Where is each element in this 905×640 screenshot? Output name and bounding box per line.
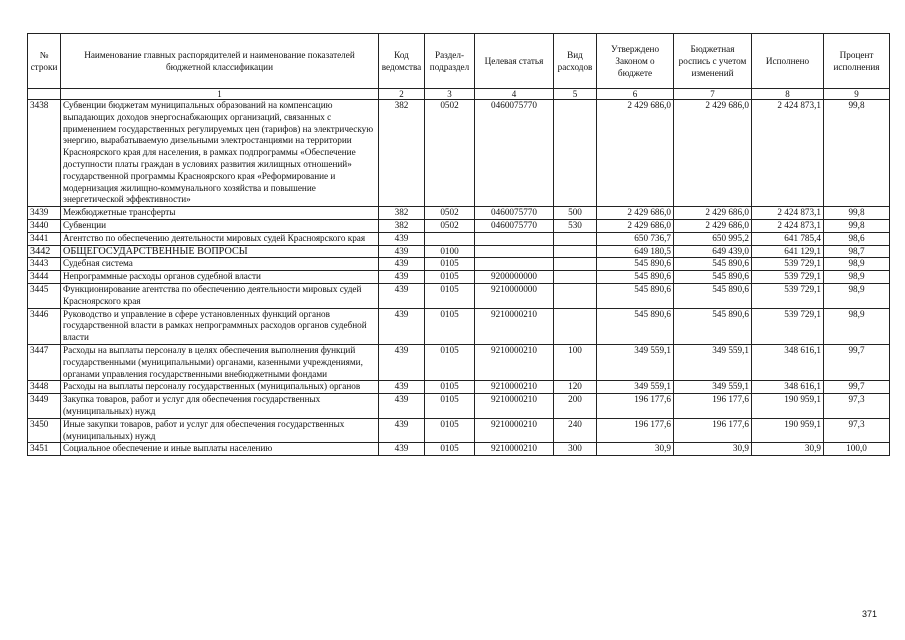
table-row (28, 271, 890, 284)
row-budget-list: 196 177,6 (674, 418, 752, 443)
row-target-item: 9210000210 (475, 308, 554, 344)
row-section: 0105 (425, 308, 475, 344)
row-approved: 545 890,6 (597, 308, 674, 344)
row-dept-code: 439 (379, 394, 425, 419)
row-executed: 348 616,1 (752, 381, 824, 394)
row-percent: 99,7 (824, 344, 890, 380)
row-number: 3443 (28, 258, 61, 271)
row-percent: 100,0 (824, 443, 890, 456)
row-approved: 2 429 686,0 (597, 100, 674, 207)
row-percent: 97,3 (824, 394, 890, 419)
row-section: 0100 (425, 245, 475, 258)
row-section: 0105 (425, 344, 475, 380)
row-name: Расходы на выплаты персоналу государственных (муниципальных) органов (61, 381, 379, 394)
table-row (28, 308, 890, 344)
row-percent: 98,9 (824, 283, 890, 308)
column-number: 3 (425, 89, 475, 100)
row-dept-code: 382 (379, 207, 425, 220)
row-name: Непрограммные расходы органов судебной власти (61, 271, 379, 284)
row-expense-type: 500 (554, 207, 597, 220)
row-expense-type (554, 308, 597, 344)
table-row (28, 418, 890, 443)
row-budget-list: 650 995,2 (674, 232, 752, 245)
row-executed: 641 129,1 (752, 245, 824, 258)
row-name: Закупка товаров, работ и услуг для обеспечения государственных (муниципальных) нужд (61, 394, 379, 419)
row-number: 3450 (28, 418, 61, 443)
row-target-item (475, 232, 554, 245)
row-percent: 97,3 (824, 418, 890, 443)
header-approved: Утверждено Законом о бюджете (597, 34, 674, 89)
row-target-item (475, 258, 554, 271)
row-budget-list: 545 890,6 (674, 271, 752, 284)
row-name: Руководство и управление в сфере установленных функций органов государственной власти в рамках непрограммных расходов органов судебной власти (61, 308, 379, 344)
row-dept-code: 439 (379, 271, 425, 284)
row-name: Социальное обеспечение и иные выплаты населению (61, 443, 379, 456)
row-name: Функционирование агентства по обеспечению деятельности мировых судей Красноярского края (61, 283, 379, 308)
column-number: 7 (674, 89, 752, 100)
row-number: 3449 (28, 394, 61, 419)
row-budget-list: 545 890,6 (674, 258, 752, 271)
row-target-item (475, 245, 554, 258)
row-budget-list: 2 429 686,0 (674, 207, 752, 220)
row-expense-type: 240 (554, 418, 597, 443)
row-target-item: 9210000210 (475, 344, 554, 380)
row-target-item: 9210000210 (475, 394, 554, 419)
header-name: Наименование главных распорядителей и наименование показателей бюджетной классификации (61, 34, 379, 89)
table-row (28, 219, 890, 232)
row-percent: 98,6 (824, 232, 890, 245)
row-number: 3446 (28, 308, 61, 344)
row-name: Иные закупки товаров, работ и услуг для обеспечения государственных (муниципальных) нужд (61, 418, 379, 443)
row-dept-code: 439 (379, 232, 425, 245)
column-number: 8 (752, 89, 824, 100)
row-budget-list: 349 559,1 (674, 381, 752, 394)
row-number: 3444 (28, 271, 61, 284)
row-dept-code: 439 (379, 381, 425, 394)
header-row (28, 34, 890, 89)
table-body (28, 89, 890, 456)
row-dept-code: 439 (379, 258, 425, 271)
row-number: 3445 (28, 283, 61, 308)
row-expense-type (554, 271, 597, 284)
column-number-row (28, 89, 890, 100)
row-budget-list: 196 177,6 (674, 394, 752, 419)
row-target-item: 9210000210 (475, 443, 554, 456)
row-name: Межбюджетные трансферты (61, 207, 379, 220)
row-number: 3441 (28, 232, 61, 245)
column-number: 6 (597, 89, 674, 100)
row-name: Субвенции бюджетам муниципальных образований на компенсацию выпадающих доходов энергоснабжающих организаций, связанных с применением государственных регулируемых цен (тарифов) на электрическую энергию, вырабатываемую дизельными электростанциями на территории Красноярского края для населения, в рамках подпрограммы «Обеспечение доступности платы граждан в условиях развития жилищных отношений» государственной программы Красноярского края «Реформирование и модернизация жилищно-коммунального хозяйства и повышение энергетической эффективности» (61, 100, 379, 207)
row-percent: 99,8 (824, 207, 890, 220)
row-approved: 545 890,6 (597, 271, 674, 284)
row-dept-code: 439 (379, 308, 425, 344)
column-number (28, 89, 61, 100)
row-section: 0105 (425, 394, 475, 419)
row-approved: 30,9 (597, 443, 674, 456)
row-target-item: 0460075770 (475, 219, 554, 232)
row-budget-list: 2 429 686,0 (674, 219, 752, 232)
row-section: 0105 (425, 271, 475, 284)
row-number: 3438 (28, 100, 61, 207)
row-approved: 545 890,6 (597, 258, 674, 271)
row-percent: 98,9 (824, 258, 890, 271)
row-approved: 196 177,6 (597, 418, 674, 443)
row-approved: 349 559,1 (597, 381, 674, 394)
row-section: 0105 (425, 443, 475, 456)
row-percent: 99,8 (824, 219, 890, 232)
table-row (28, 232, 890, 245)
row-percent: 99,7 (824, 381, 890, 394)
row-section: 0502 (425, 219, 475, 232)
header-section: Раздел-подраздел (425, 34, 475, 89)
row-budget-list: 545 890,6 (674, 308, 752, 344)
row-target-item: 0460075770 (475, 207, 554, 220)
page-number: 371 (861, 609, 877, 619)
table-row (28, 258, 890, 271)
row-approved: 2 429 686,0 (597, 219, 674, 232)
row-approved: 650 736,7 (597, 232, 674, 245)
table-row (28, 245, 890, 258)
header-dept-code: Код ведомства (379, 34, 425, 89)
row-expense-type (554, 283, 597, 308)
row-expense-type: 100 (554, 344, 597, 380)
row-approved: 196 177,6 (597, 394, 674, 419)
row-approved: 349 559,1 (597, 344, 674, 380)
column-number: 4 (475, 89, 554, 100)
table-row (28, 344, 890, 380)
row-target-item: 9210000000 (475, 283, 554, 308)
row-budget-list: 2 429 686,0 (674, 100, 752, 207)
row-percent: 98,9 (824, 271, 890, 284)
row-section: 0105 (425, 381, 475, 394)
row-executed: 348 616,1 (752, 344, 824, 380)
row-target-item: 9200000000 (475, 271, 554, 284)
table-row (28, 443, 890, 456)
table-row (28, 100, 890, 207)
row-section (425, 232, 475, 245)
row-approved: 545 890,6 (597, 283, 674, 308)
row-dept-code: 439 (379, 443, 425, 456)
row-expense-type (554, 245, 597, 258)
row-section: 0105 (425, 418, 475, 443)
row-dept-code: 382 (379, 100, 425, 207)
row-percent: 98,9 (824, 308, 890, 344)
header-row-no: № строки (28, 34, 61, 89)
row-expense-type (554, 232, 597, 245)
row-percent: 98,7 (824, 245, 890, 258)
row-budget-list: 545 890,6 (674, 283, 752, 308)
row-name: Субвенции (61, 219, 379, 232)
row-section: 0105 (425, 258, 475, 271)
row-executed: 539 729,1 (752, 308, 824, 344)
row-number: 3451 (28, 443, 61, 456)
row-percent: 99,8 (824, 100, 890, 207)
table-row (28, 394, 890, 419)
row-name: Расходы на выплаты персоналу в целях обеспечения выполнения функций государственными (муниципальными) органами, казенными учреждениями, органами управления государственными внебюджетными фондами (61, 344, 379, 380)
row-budget-list: 30,9 (674, 443, 752, 456)
header-percent: Процент исполнения (824, 34, 890, 89)
row-number: 3440 (28, 219, 61, 232)
row-dept-code: 439 (379, 245, 425, 258)
row-number: 3442 (28, 245, 61, 258)
budget-execution-table (27, 33, 890, 456)
row-executed: 30,9 (752, 443, 824, 456)
row-executed: 539 729,1 (752, 271, 824, 284)
row-approved: 2 429 686,0 (597, 207, 674, 220)
row-expense-type: 200 (554, 394, 597, 419)
row-section: 0502 (425, 100, 475, 207)
row-section: 0105 (425, 283, 475, 308)
row-executed: 539 729,1 (752, 283, 824, 308)
table-row (28, 381, 890, 394)
row-dept-code: 439 (379, 283, 425, 308)
row-executed: 190 959,1 (752, 418, 824, 443)
row-budget-list: 649 439,0 (674, 245, 752, 258)
row-executed: 2 424 873,1 (752, 219, 824, 232)
table-row (28, 283, 890, 308)
row-executed: 539 729,1 (752, 258, 824, 271)
row-expense-type: 300 (554, 443, 597, 456)
header-target-item: Целевая статья (475, 34, 554, 89)
row-number: 3448 (28, 381, 61, 394)
column-number: 1 (61, 89, 379, 100)
row-expense-type (554, 258, 597, 271)
row-number: 3447 (28, 344, 61, 380)
row-dept-code: 439 (379, 344, 425, 380)
row-name: Судебная система (61, 258, 379, 271)
table-row (28, 207, 890, 220)
row-section: 0502 (425, 207, 475, 220)
row-name: ОБЩЕГОСУДАРСТВЕННЫЕ ВОПРОСЫ (61, 245, 379, 258)
row-name: Агентство по обеспечению деятельности мировых судей Красноярского края (61, 232, 379, 245)
row-executed: 641 785,4 (752, 232, 824, 245)
row-executed: 190 959,1 (752, 394, 824, 419)
row-dept-code: 439 (379, 418, 425, 443)
row-expense-type: 530 (554, 219, 597, 232)
row-budget-list: 349 559,1 (674, 344, 752, 380)
row-target-item: 9210000210 (475, 418, 554, 443)
row-executed: 2 424 873,1 (752, 207, 824, 220)
row-expense-type: 120 (554, 381, 597, 394)
row-approved: 649 180,5 (597, 245, 674, 258)
column-number: 9 (824, 89, 890, 100)
row-executed: 2 424 873,1 (752, 100, 824, 207)
row-number: 3439 (28, 207, 61, 220)
header-expense-type: Вид расходов (554, 34, 597, 89)
row-target-item: 0460075770 (475, 100, 554, 207)
header-budget-list: Бюджетная роспись с учетом изменений (674, 34, 752, 89)
row-expense-type (554, 100, 597, 207)
column-number: 2 (379, 89, 425, 100)
column-number: 5 (554, 89, 597, 100)
header-executed: Исполнено (752, 34, 824, 89)
row-target-item: 9210000210 (475, 381, 554, 394)
row-dept-code: 382 (379, 219, 425, 232)
